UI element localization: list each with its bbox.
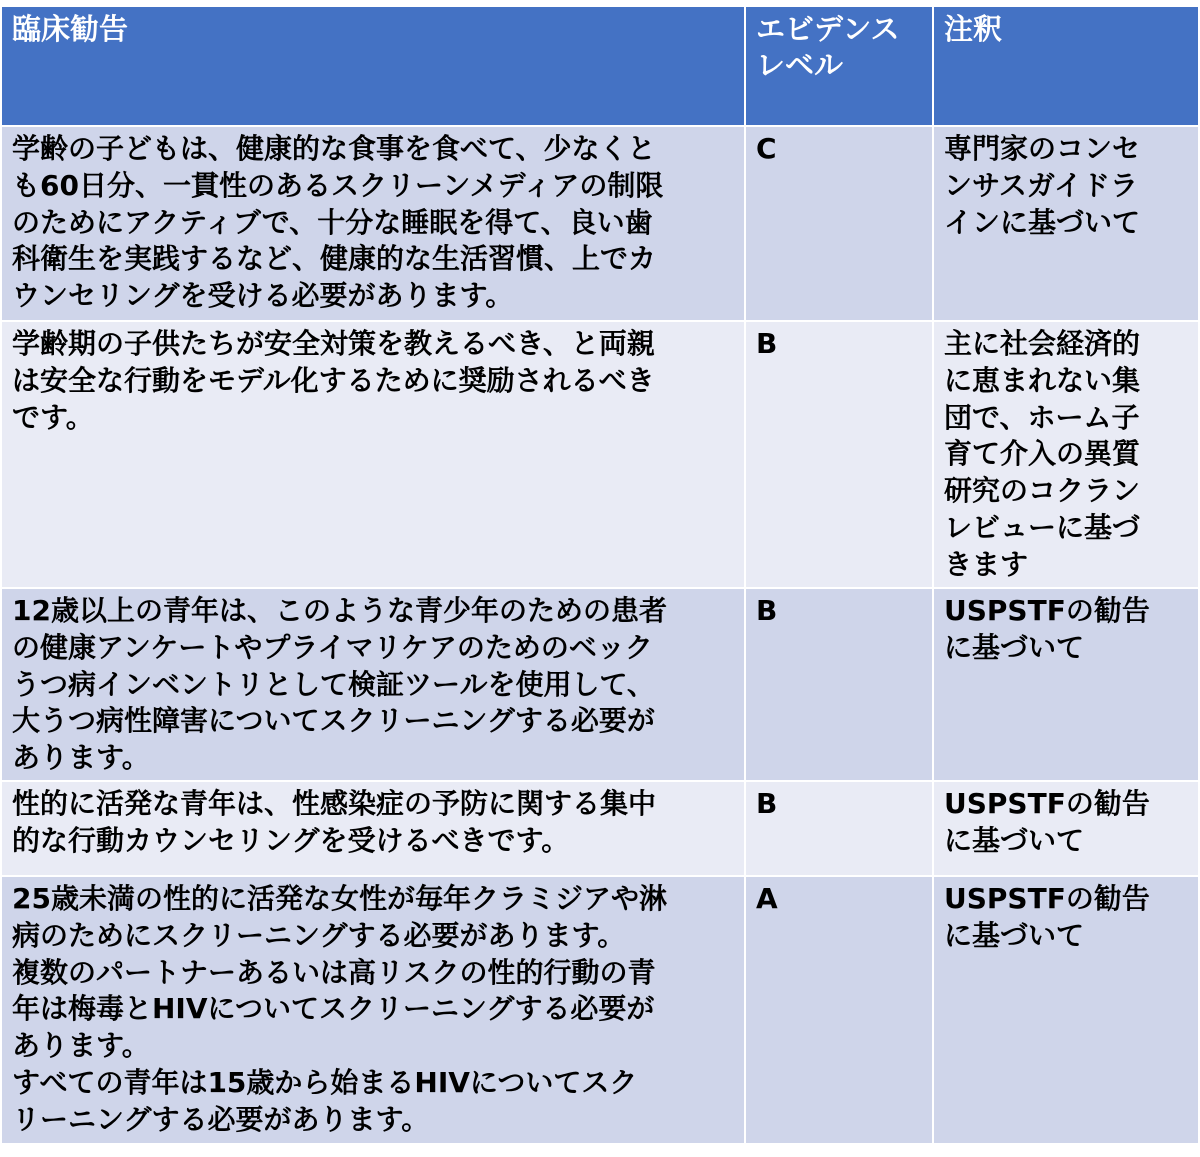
evidence-level-cell: B xyxy=(745,781,933,876)
evidence-level-cell: A xyxy=(745,876,933,1144)
note-cell: USPSTFの勧告 に基づいて xyxy=(933,781,1199,876)
recommendations-table xyxy=(0,5,1200,1145)
note-cell: 専門家のコンセ ンサスガイドラ インに基づいて xyxy=(933,126,1199,321)
table-body xyxy=(1,126,1199,1144)
note-cell: USPSTFの勧告 に基づいて xyxy=(933,876,1199,1144)
evidence-level-cell: B xyxy=(745,588,933,781)
recommendation-cell: 12歳以上の青年は、このような青少年のための患者 の健康アンケートやプライマリケアのためのベック うつ病インベントリとして検証ツールを使用して、 大うつ病性障害についてスクリーニングする必要が あります。 xyxy=(1,588,745,781)
table-row xyxy=(1,321,1199,588)
evidence-level-cell: C xyxy=(745,126,933,321)
note-cell: USPSTFの勧告 に基づいて xyxy=(933,588,1199,781)
recommendation-cell: 性的に活発な青年は、性感染症の予防に関する集中 的な行動カウンセリングを受けるべきです。 xyxy=(1,781,745,876)
header-note: 注釈 xyxy=(933,6,1199,126)
table-row xyxy=(1,781,1199,876)
table-row xyxy=(1,126,1199,321)
header-evidence-level: エビデンス レベル xyxy=(745,6,933,126)
recommendation-cell: 25歳未満の性的に活発な女性が毎年クラミジアや淋 病のためにスクリーニングする必要があります。 複数のパートナーあるいは高リスクの性的行動の青 年は梅毒とHIVについてスクリーニングする必要が あります。 すべての青年は15歳から始まるHIVについてスク リーニングする必要があります。 xyxy=(1,876,745,1144)
evidence-level-cell: B xyxy=(745,321,933,588)
note-cell: 主に社会経済的 に恵まれない集 団で、ホーム子 育て介入の異質 研究のコクラン レビューに基づ きます xyxy=(933,321,1199,588)
table-row xyxy=(1,876,1199,1144)
recommendation-cell: 学齢の子どもは、健康的な食事を食べて、少なくと も60日分、一貫性のあるスクリーンメディアの制限 のためにアクティブで、十分な睡眠を得て、良い歯 科衛生を実践するなど、健康的な生活習慣、上でカ ウンセリングを受ける必要があります。 xyxy=(1,126,745,321)
table-row xyxy=(1,588,1199,781)
recommendation-cell: 学齢期の子供たちが安全対策を教えるべき、と両親 は安全な行動をモデル化するために奨励されるべき です。 xyxy=(1,321,745,588)
header-recommendation: 臨床勧告 xyxy=(1,6,745,126)
header-row xyxy=(1,6,1199,126)
table-header xyxy=(1,6,1199,126)
